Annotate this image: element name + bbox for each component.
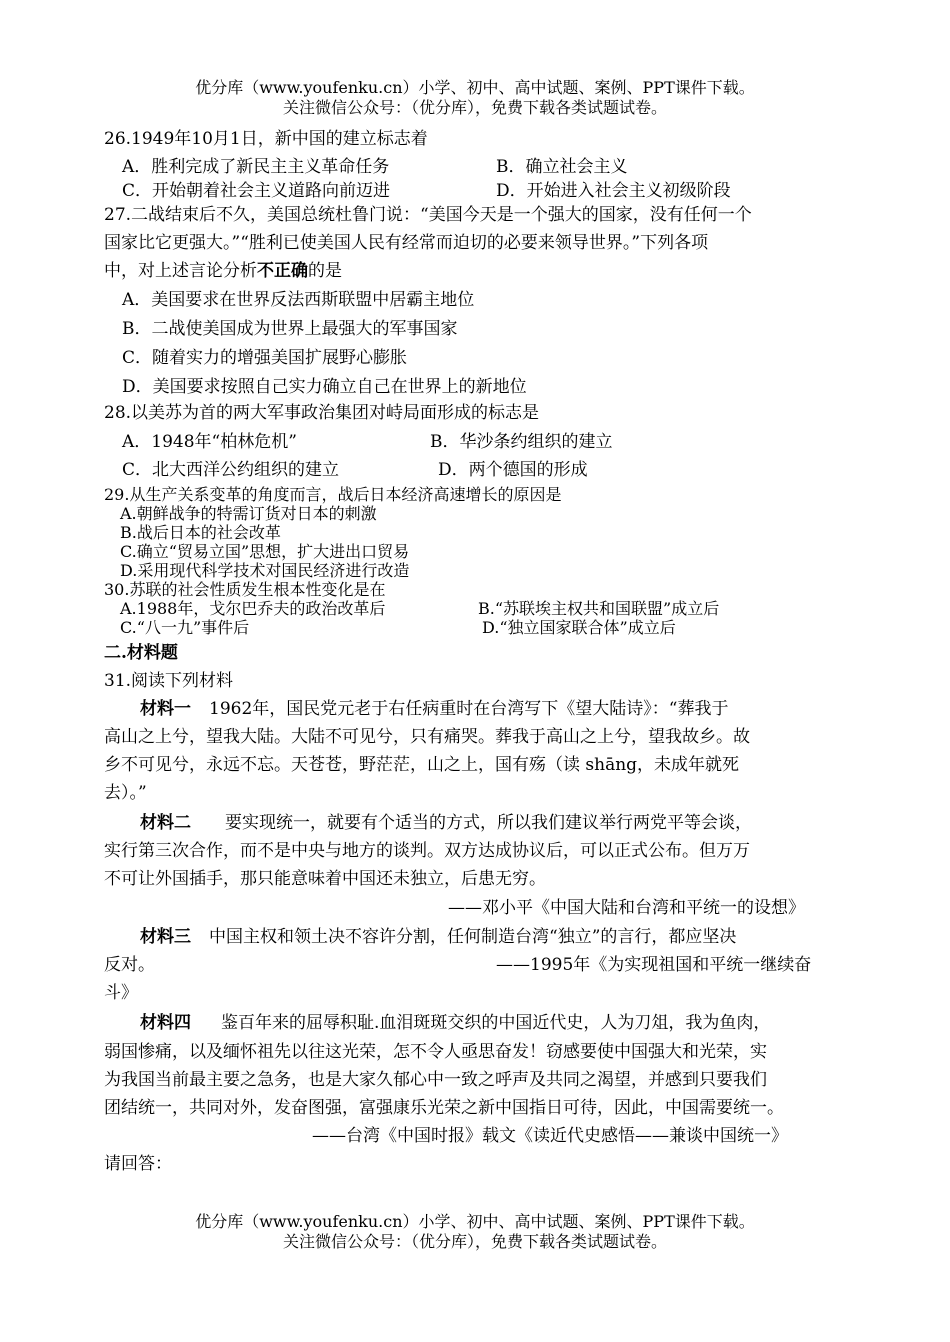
footer-line-1: 优分库（www.youfenku.cn）小学、初中、高中试题、案例、PPT课件下载。 <box>195 1212 755 1231</box>
material-4-line-4: 团结统一，共同对外，发奋图强，富强康乐光荣之新中国指日可待，因此，中国需要统一。 <box>104 1098 784 1118</box>
q27-stem-pre: 中，对上述言论分析 <box>104 261 257 281</box>
material-3-line-1 <box>140 926 736 948</box>
header-line-1: 优分库（www.youfenku.cn）小学、初中、高中试题、案例、PPT课件下载。 <box>195 78 755 97</box>
q29-option-c: C.确立“贸易立国”思想，扩大进出口贸易 <box>120 542 410 561</box>
material-1-label: 材料一 <box>140 699 191 719</box>
footer-line-2: 关注微信公众号：（优分库），免费下载各类试题试卷。 <box>282 1232 667 1251</box>
material-1-line-1 <box>140 698 728 720</box>
q26-option-d: D．开始进入社会主义初级阶段 <box>496 181 731 201</box>
material-1-text-1: 1962年，国民党元老于右任病重时在台湾写下《望大陆诗》：“葬我于 <box>209 699 729 719</box>
material-3-line-2a: 反对。 <box>104 955 155 975</box>
material-1-line-2: 高山之上兮，望我大陆。大陆不可见兮，只有痛哭。葬我于高山之上兮，望我故乡。故 <box>104 727 750 747</box>
q30-option-d: D.“独立国家联合体”成立后 <box>482 618 676 637</box>
q28-option-b: B．华沙条约组织的建立 <box>430 432 613 452</box>
q30-option-b: B.“苏联埃主权共和国联盟”成立后 <box>478 599 720 618</box>
q27-option-b: B．二战使美国成为世界上最强大的军事国家 <box>122 319 458 339</box>
header-line-2: 关注微信公众号：（优分库），免费下载各类试题试卷。 <box>282 98 667 117</box>
q30-stem: 30.苏联的社会性质发生根本性变化是在 <box>104 580 386 599</box>
q27-stem-post: 的是 <box>308 261 342 281</box>
material-2-line-3: 不可让外国插手，那只能意味着中国还未独立，后患无穷。 <box>104 869 546 889</box>
q26-option-a: A．胜利完成了新民主主义革命任务 <box>122 157 390 177</box>
q29-option-d: D.采用现代科学技术对国民经济进行改造 <box>120 561 410 580</box>
q26-stem: 26.1949年10月1日，新中国的建立标志着 <box>104 129 428 149</box>
material-4-label: 材料四 <box>140 1013 191 1033</box>
q27-option-c: C．随着实力的增强美国扩展野心膨胀 <box>122 348 408 368</box>
q27-option-d: D．美国要求按照自己实力确立自己在世界上的新地位 <box>122 377 527 397</box>
q28-option-c: C．北大西洋公约组织的建立 <box>122 460 340 480</box>
q30-option-c: C.“八一九”事件后 <box>120 618 250 637</box>
q27-stem-emphasis: 不正确 <box>257 261 308 281</box>
material-4-text-1: 鉴百年来的屈辱积耻.血泪斑斑交织的中国近代史，人为刀俎，我为鱼肉， <box>221 1013 771 1033</box>
material-4-line-2: 弱国惨痛，以及缅怀祖先以往这光荣，怎不令人亟思奋发！窃感要使中国强大和光荣，实 <box>104 1042 767 1062</box>
material-3-source: ——1995年《为实现祖国和平统一继续奋 <box>496 955 812 975</box>
q27-stem-line-3 <box>104 260 342 282</box>
material-1-line-4: 去）。” <box>104 783 147 803</box>
q26-option-c: C．开始朝着社会主义道路向前迈进 <box>122 181 391 201</box>
material-1-line-3: 乡不可见兮，永远不忘。天苍苍，野茫茫，山之上，国有殇（读 shāng，未成年就死 <box>104 755 740 775</box>
q27-stem-line-1: 27.二战结束后不久，美国总统杜鲁门说：“美国今天是一个强大的国家，没有任何一个 <box>104 205 752 225</box>
q27-option-a: A．美国要求在世界反法西斯联盟中居霸主地位 <box>122 290 475 310</box>
material-3-text-1: 中国主权和领土决不容许分割，任何制造台湾“独立”的言行，都应坚决 <box>209 927 737 947</box>
q31-stem: 31.阅读下列材料 <box>104 671 234 691</box>
q26-option-b: B．确立社会主义 <box>496 157 628 177</box>
q28-option-d: D．两个德国的形成 <box>438 460 588 480</box>
material-2-line-1 <box>140 812 752 834</box>
material-4-line-3: 为我国当前最主要之急务，也是大家久郁心中一致之呼声及共同之渴望，并感到只要我们 <box>104 1070 767 1090</box>
material-3-line-3: 斗》 <box>104 983 138 1003</box>
material-4-line-1 <box>140 1012 770 1034</box>
material-2-text-1: 要实现统一，就要有个适当的方式，所以我们建议举行两党平等会谈， <box>225 813 752 833</box>
q30-option-a: A.1988年，戈尔巴乔夫的政治改革后 <box>120 599 386 618</box>
material-2-source: ——邓小平《中国大陆和台湾和平统一的设想》 <box>448 898 805 918</box>
q29-option-b: B.战后日本的社会改革 <box>120 523 281 542</box>
material-3-label: 材料三 <box>140 927 191 947</box>
q29-option-a: A.朝鲜战争的特需订货对日本的刺激 <box>120 504 377 523</box>
material-4-source: ——台湾《中国时报》载文《读近代史感悟——兼谈中国统一》 <box>312 1126 788 1146</box>
q27-stem-line-2: 国家比它更强大。”“胜利已使美国人民有经常而迫切的必要来领导世界。”下列各项 <box>104 233 709 253</box>
q28-stem: 28.以美苏为首的两大军事政治集团对峙局面形成的标志是 <box>104 403 540 423</box>
q31-ask: 请回答： <box>104 1154 172 1174</box>
material-2-label: 材料二 <box>140 813 191 833</box>
section-2-title: 二.材料题 <box>104 643 178 663</box>
q28-option-a: A．1948年“柏林危机” <box>122 432 297 452</box>
material-2-line-2: 实行第三次合作，而不是中央与地方的谈判。双方达成协议后，可以正式公布。但万万 <box>104 841 750 861</box>
q29-stem: 29.从生产关系变革的角度而言，战后日本经济高速增长的原因是 <box>104 485 562 504</box>
